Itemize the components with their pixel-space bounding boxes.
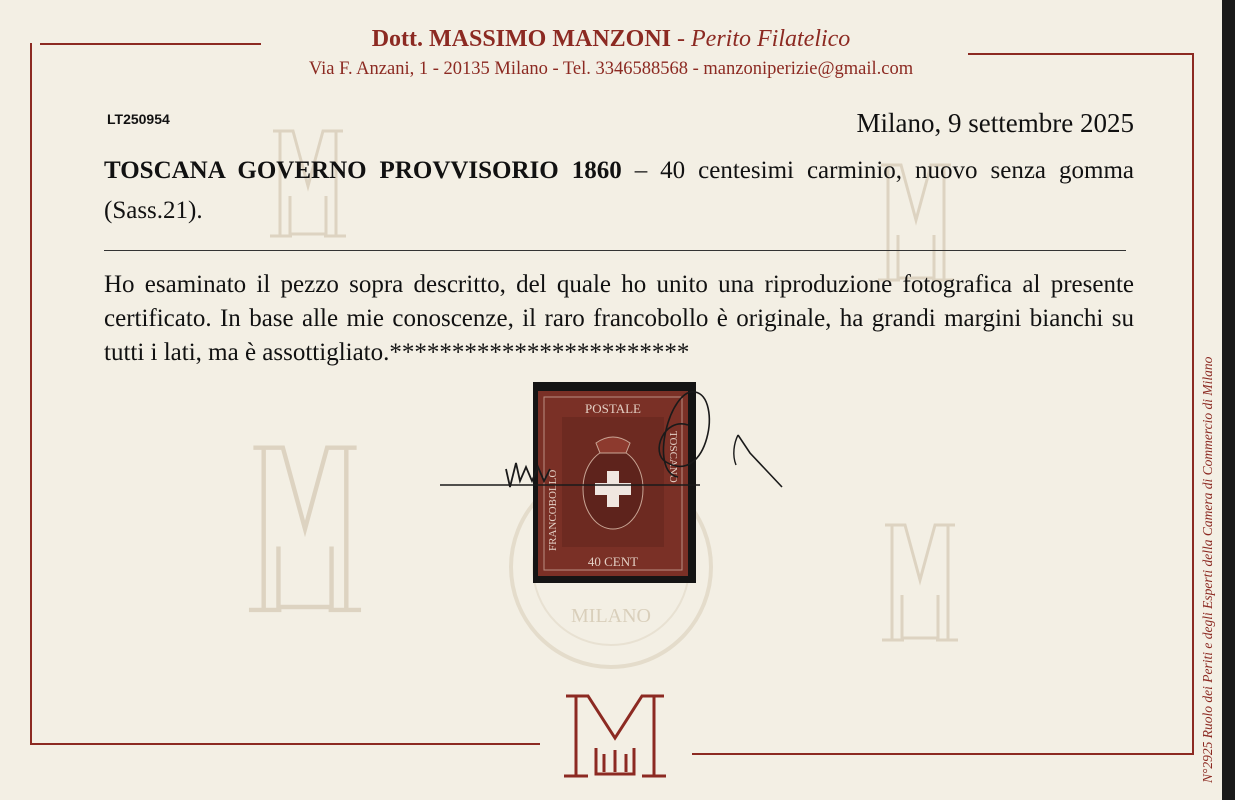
- signature: [438, 377, 788, 497]
- certificate-reference: LT250954: [107, 111, 170, 127]
- expert-name-line: [0, 26, 1222, 53]
- watermark-monogram-3: [246, 440, 364, 625]
- stamp-description: [104, 151, 1134, 231]
- watermark-monogram-4: [880, 520, 960, 650]
- stamp-bottom-label: 40 CENT: [587, 554, 639, 569]
- separator-line: [104, 250, 1126, 251]
- side-registration-note: [1194, 228, 1218, 788]
- side-note-text: N°2925 Ruolo dei Periti e degli Esperti della Camera di Commercio di Milano: [1200, 356, 1215, 783]
- expert-name: Dott. MASSIMO MANZONI: [371, 26, 672, 52]
- frame-top-right-line: [968, 53, 1194, 55]
- certificate-date: Milano, 9 settembre 2025: [856, 108, 1134, 138]
- stamp-top-label: POSTALE: [584, 401, 642, 416]
- emboss-text: MILANO: [571, 605, 651, 627]
- stamp-right-label: TOSCANO: [667, 431, 679, 483]
- stamp-heading: TOSCANA GOVERNO PROVVISORIO 1860: [104, 157, 622, 184]
- expert-address: Via F. Anzani, 1 - 20135 Milano - Tel. 3346588568 - manzoniperizie@gmail.com: [308, 59, 914, 79]
- expert-title: Perito Filatelico: [691, 26, 851, 52]
- frame-bottom-right-line: [692, 753, 1194, 755]
- frame-bottom-left-line: [30, 743, 540, 745]
- frame-left-line: [30, 43, 32, 745]
- header-dash: -: [671, 26, 692, 52]
- certificate-body: Ho esaminato il pezzo sopra descritto, del quale ho unito una riproduzione fotografica al presente certificato. In base alle mie conoscenze, il raro francobollo è originale, ha grandi margini bianchi su tutti i lati, ma è assottigliato.************************: [104, 271, 1134, 366]
- stamp-left-label: FRANCOBOLLO: [547, 469, 559, 551]
- manzoni-logo: [560, 688, 670, 783]
- stamp-description-text: – 40 centesimi carminio, nuovo senza gomma (Sass.21).: [104, 157, 1134, 224]
